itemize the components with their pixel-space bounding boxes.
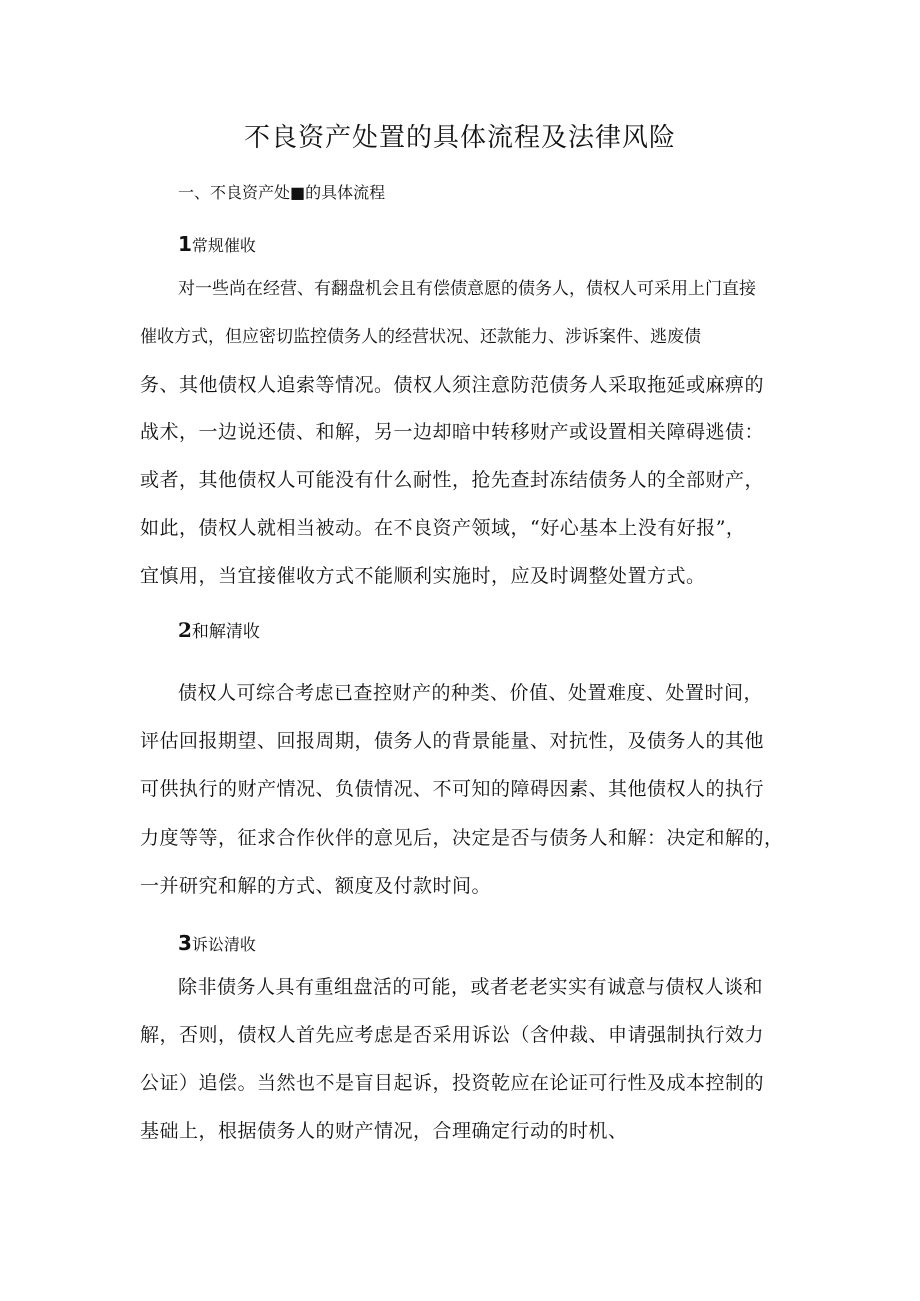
paragraph-2-line: 评估回报期望、回报周期，债务人的背景能量、对抗性，及债务人的其他 — [140, 730, 765, 752]
paragraph-3-line: 公证）追偿。当然也不是盲目起诉，投资乾应在论证可行性及成本控制的 — [140, 1072, 765, 1094]
paragraph-2-line: 可供执行的财产情况、负债情况、不可知的障碍因素、其他债权人的执行 — [140, 778, 765, 800]
paragraph-1-line: 对一些尚在经营、有翻盘机会且有偿债意愿的债务人，债权人可采用上门直接 — [178, 279, 756, 299]
paragraph-3-line: 解，否则，债权人首先应考虑是否采用诉讼（含仲裁、申请强制执行效力 — [140, 1024, 765, 1046]
paragraph-2-line: 债权人可综合考虑已查控财产的种类、价值、处置难度、处置时间， — [178, 682, 764, 704]
paragraph-1-line: 宜慎用，当宜接催收方式不能顺利实施时，应及时调整处置方式。 — [140, 565, 706, 587]
subheading-2-number: 2 — [178, 618, 192, 642]
document-title: 不良资产处置的具体流程及法律风险 — [243, 123, 676, 153]
subheading-1-number: 1 — [178, 232, 192, 256]
subheading-3 — [178, 929, 256, 959]
subheading-2 — [178, 616, 260, 646]
section-heading-1: 一、不良资产处■的具体流程 — [178, 183, 386, 202]
paragraph-1-line — [140, 322, 701, 352]
paragraph-3-line: 除非债务人具有重组盘活的可能，或者老老实实有诚意与债权人谈和 — [178, 976, 764, 998]
paragraph-1-line: 或者，其他债权人可能没有什么耐性，抢先查封冻结债务人的全部财产， — [140, 469, 765, 491]
subheading-3-label: 诉讼清收 — [191, 935, 256, 954]
paragraph-1-line: 务、其他债权人追索等情况。债权人须注意防范债务人采取拖延或麻痹的 — [140, 374, 765, 396]
paragraph-3-line: 基础上，根据债务人的财产情况，合理确定行动的时机、 — [140, 1120, 628, 1142]
subheading-3-number: 3 — [178, 931, 192, 955]
paragraph-1-line: 如此，债权人就相当被动。在不良资产领域，“好心基本上没有好报”， — [140, 517, 746, 539]
paragraph-2-line: 力度等等，征求合作伙伴的意见后，决定是否与债务人和解：决定和解的， — [140, 827, 784, 849]
subheading-1-label: 常规催收 — [191, 236, 256, 255]
subheading-2-label: 和解清收 — [191, 622, 260, 642]
paragraph-1-line: 战术，一边说还债、和解，另一边却暗中转移财产或设置相关障碍逃债： — [140, 421, 765, 443]
paragraph-1-line-text: 催收方式，但应密切监控债务人的经营状况、还款能力、涉诉案件、逃废债 — [140, 327, 701, 347]
subheading-1 — [178, 230, 256, 260]
paragraph-2-line: 一并研究和解的方式、额度及付款时间。 — [140, 875, 492, 897]
